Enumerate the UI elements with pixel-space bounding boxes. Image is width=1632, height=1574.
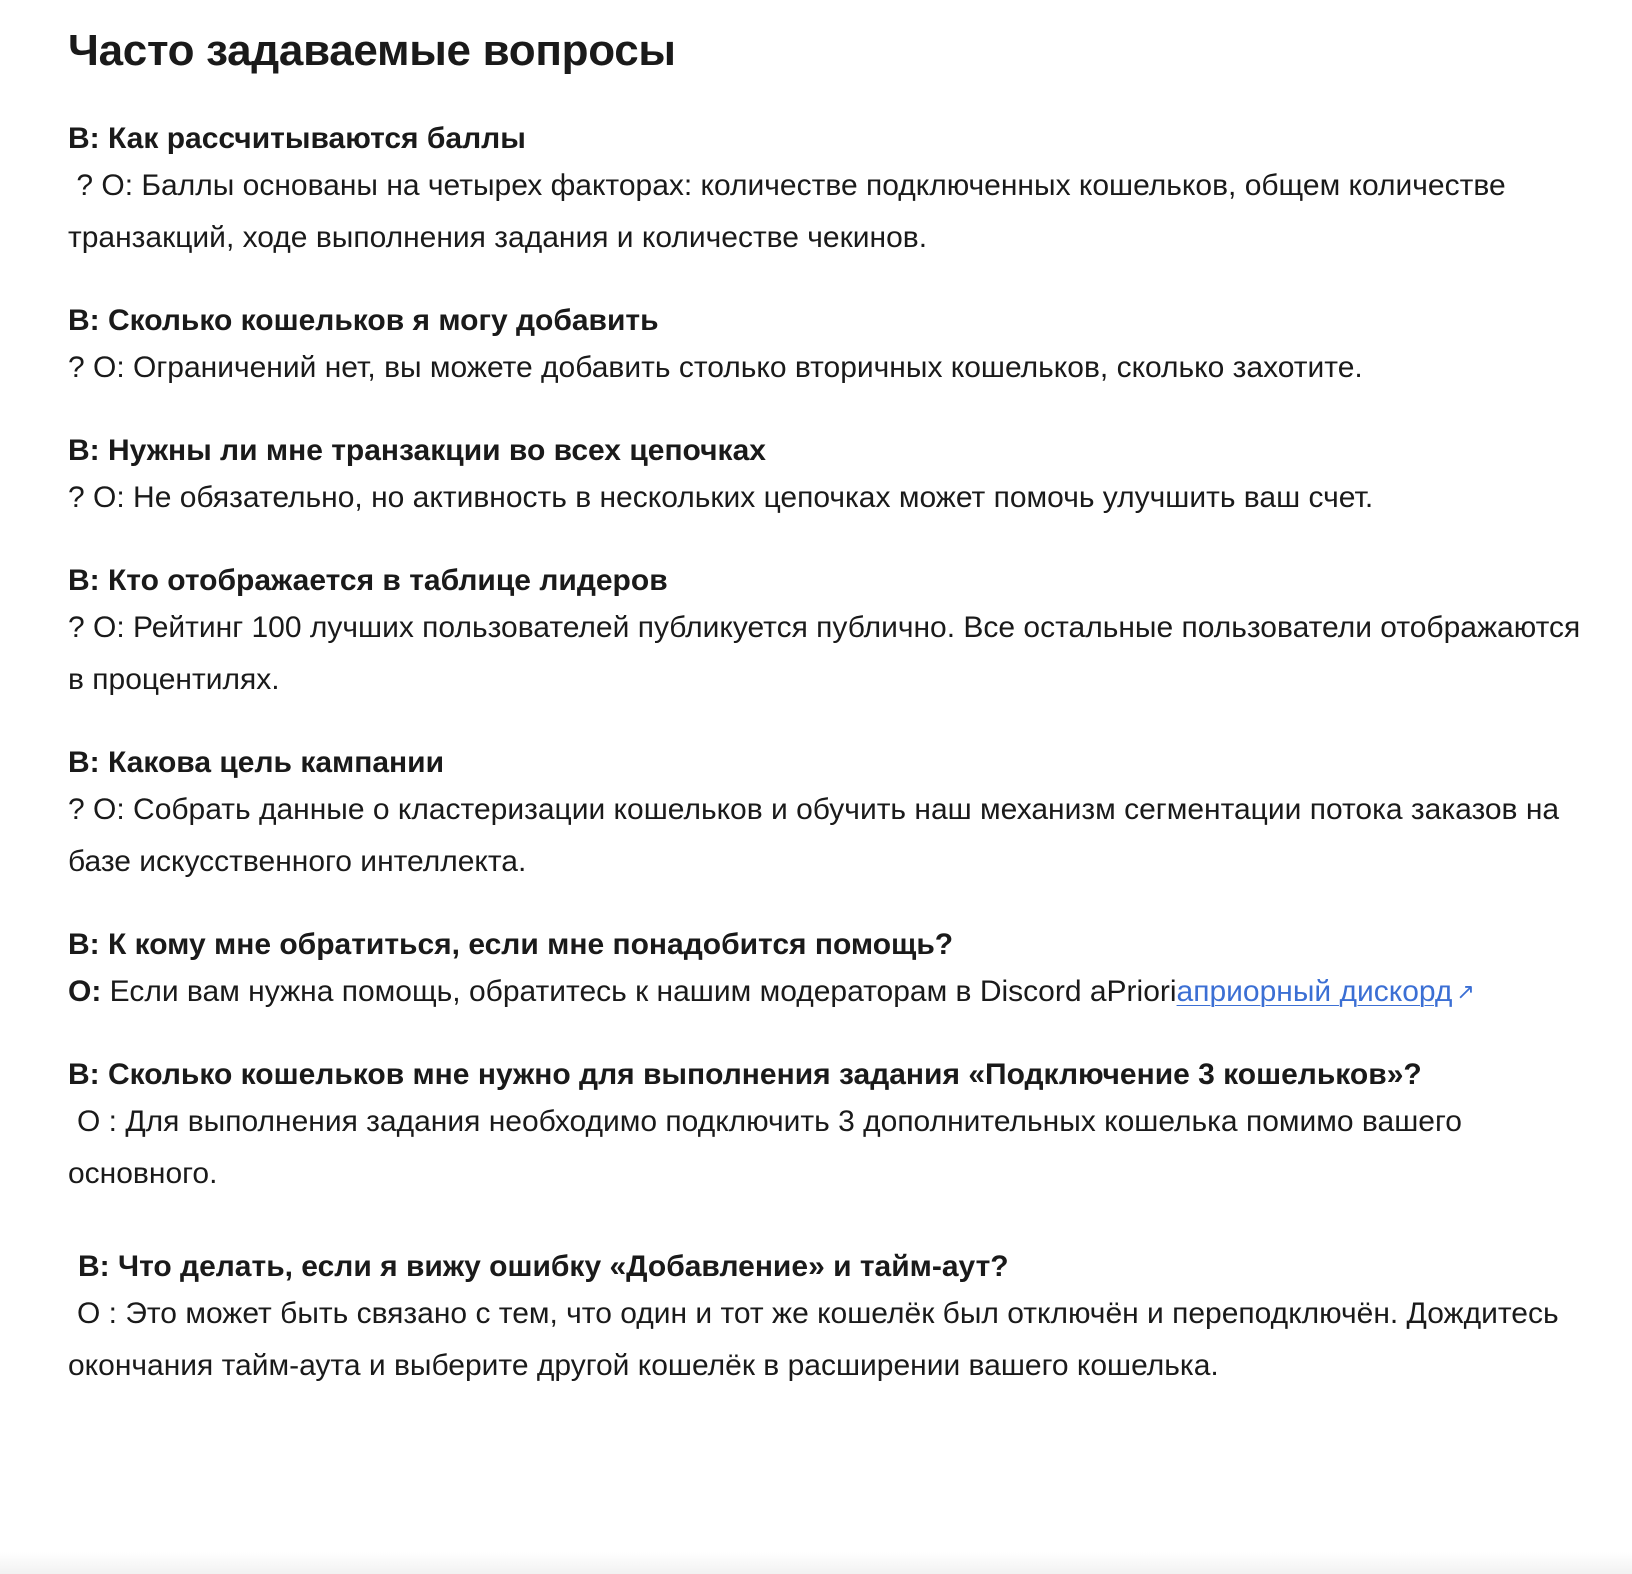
- faq-answer: ? О: Ограничений нет, вы можете добавить столько вторичных кошельков, сколько захотите.: [68, 351, 1363, 384]
- faq-item: [68, 560, 1588, 706]
- faq-question: В: К кому мне обратиться, если мне понадобится помощь?: [68, 928, 954, 961]
- faq-question: В: Как рассчитываются баллы: [68, 122, 526, 155]
- bottom-fade: [0, 1552, 1632, 1574]
- faq-question: В: Нужны ли мне транзакции во всех цепочках: [68, 434, 766, 467]
- faq-item: [68, 1246, 1588, 1392]
- faq-answer: ? О: Собрать данные о кластеризации кошельков и обучить наш механизм сегментации потока заказов на базе искусственного интеллекта.: [68, 793, 1560, 878]
- faq-item: [68, 430, 1588, 524]
- faq-item: [68, 1054, 1588, 1200]
- faq-item: [68, 118, 1588, 264]
- faq-answer: О : Это может быть связано с тем, что один и тот же кошелёк был отключён и переподключён. Дождитесь окончания тайм-аута и выберите другой кошелёк в расширении вашего кошелька.: [68, 1297, 1559, 1382]
- page-title: Часто задаваемые вопросы: [68, 26, 676, 75]
- faq-page: [68, 0, 1588, 1392]
- faq-question: В: Что делать, если я вижу ошибку «Добавление» и тайм-аут?: [78, 1250, 1009, 1283]
- faq-answer: [68, 966, 1588, 1018]
- answer-text: Если вам нужна помощь, обратитесь к нашим модераторам в Discord aPriori: [101, 975, 1177, 1008]
- faq-answer-wrap: [68, 1096, 1588, 1200]
- faq-item: [68, 300, 1588, 394]
- external-link-arrow-icon: ↗: [1456, 979, 1475, 1004]
- faq-answer: О : Для выполнения задания необходимо подключить 3 дополнительных кошелька помимо вашего основного.: [68, 1105, 1462, 1190]
- answer-prefix: О:: [68, 975, 102, 1008]
- discord-link[interactable]: [1177, 975, 1475, 1008]
- faq-answer: ? О: Баллы основаны на четырех факторах: количестве подключенных кошельков, общем количестве транзакций, ходе выполнения задания и количестве чекинов.: [68, 169, 1514, 254]
- faq-question: В: Сколько кошельков мне нужно для выполнения задания «Подключение 3 кошельков»?: [68, 1058, 1422, 1091]
- faq-item: [68, 924, 1588, 1018]
- faq-answer: ? О: Не обязательно, но активность в нескольких цепочках может помочь улучшить ваш счет.: [68, 481, 1374, 514]
- faq-question: В: Кто отображается в таблице лидеров: [68, 564, 668, 597]
- faq-answer: ? О: Рейтинг 100 лучших пользователей публикуется публично. Все остальные пользователи отображаются в процентилях.: [68, 611, 1581, 696]
- faq-answer-wrap: [68, 1288, 1588, 1392]
- faq-item: [68, 742, 1588, 888]
- faq-question: В: Какова цель кампании: [68, 746, 445, 779]
- faq-question: В: Сколько кошельков я могу добавить: [68, 304, 659, 337]
- discord-link-label: априорный дискорд: [1176, 975, 1453, 1008]
